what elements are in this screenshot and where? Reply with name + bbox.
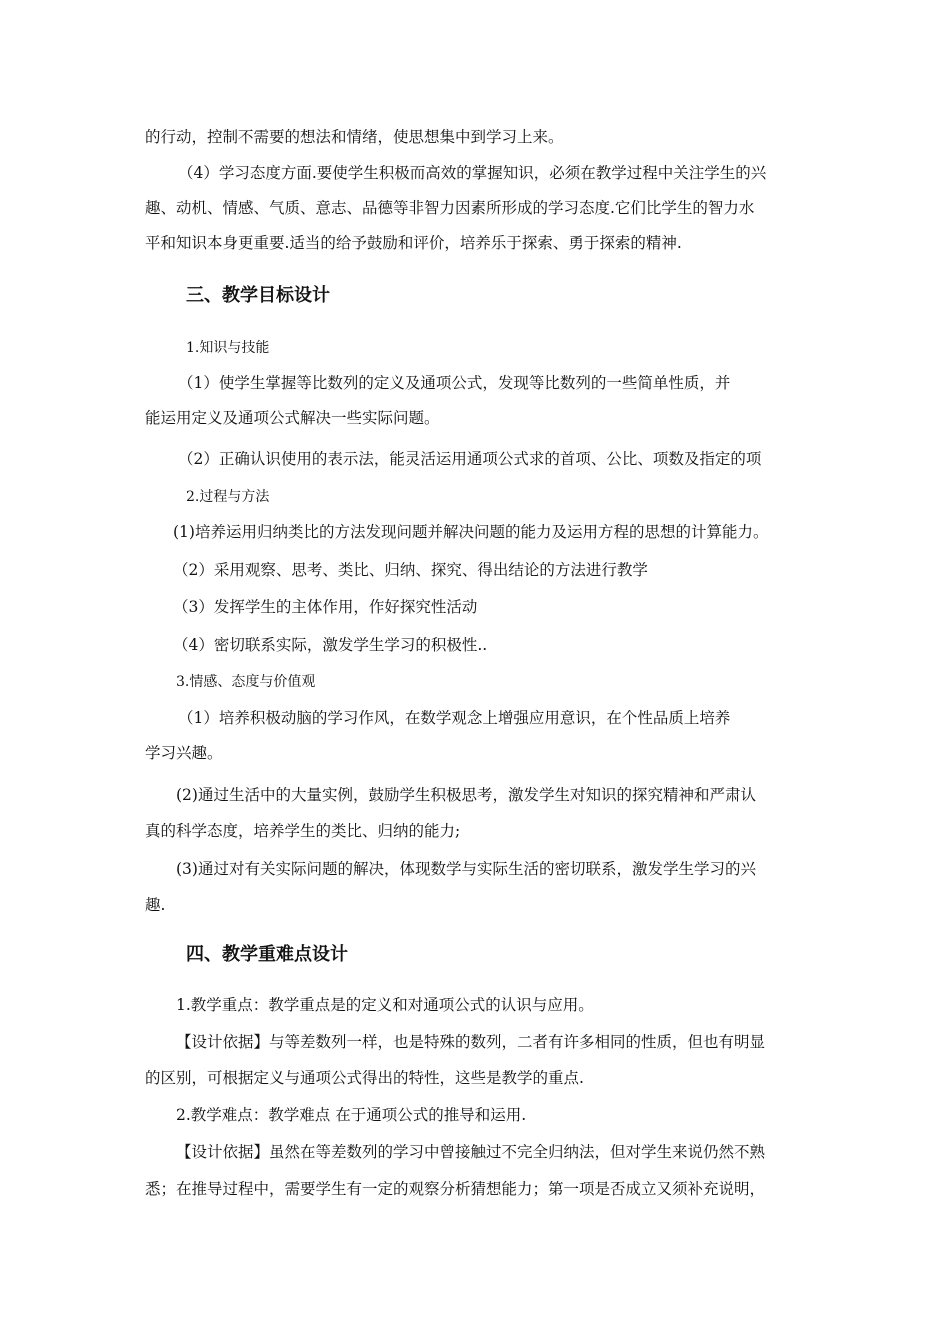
paragraph-line: 学习兴趣。 — [145, 744, 223, 762]
paragraph-line: （2）正确认识使用的表示法，能灵活运用通项公式求的首项、公比、项数及指定的项 — [178, 450, 762, 468]
paragraph-line: 【设计依据】虽然在等差数列的学习中曾接触过不完全归纳法，但对学生来说仍然不熟 — [176, 1143, 766, 1161]
paragraph-line: (3)通过对有关实际问题的解决，体现数学与实际生活的密切联系，激发学生学习的兴 — [176, 860, 756, 878]
section-heading: 四、教学重难点设计 — [186, 944, 348, 965]
paragraph-line: 2.教学难点：教学难点 在于通项公式的推导和运用. — [176, 1106, 527, 1124]
paragraph-line: （2）采用观察、思考、类比、归纳、探究、得出结论的方法进行教学 — [173, 561, 648, 579]
paragraph-line: 的区别，可根据定义与通项公式得出的特性，这些是教学的重点. — [145, 1069, 584, 1087]
paragraph-line: 能运用定义及通项公式解决一些实际问题。 — [145, 409, 440, 427]
section-heading: 三、教学目标设计 — [186, 285, 330, 306]
subsection-heading: 3.情感、态度与价值观 — [176, 674, 316, 690]
paragraph-line: （4）学习态度方面.要使学生积极而高效的掌握知识，必须在教学过程中关注学生的兴 — [178, 164, 767, 182]
paragraph-line: (1)培养运用归纳类比的方法发现问题并解决问题的能力及运用方程的思想的计算能力。 — [173, 523, 769, 541]
paragraph-line: （1）培养积极动脑的学习作风，在数学观念上增强应用意识，在个性品质上培养 — [178, 709, 731, 727]
paragraph-line: 的行动，控制不需要的想法和情绪，使思想集中到学习上来。 — [145, 128, 564, 146]
paragraph-line: 趣. — [145, 896, 166, 914]
subsection-heading: 1.知识与技能 — [186, 340, 270, 356]
paragraph-line: 【设计依据】与等差数列一样，也是特殊的数列，二者有许多相同的性质，但也有明显 — [176, 1033, 766, 1051]
paragraph-line: （3）发挥学生的主体作用，作好探究性活动 — [173, 598, 478, 616]
paragraph-line: （1）使学生掌握等比数列的定义及通项公式，发现等比数列的一些简单性质，并 — [178, 374, 731, 392]
paragraph-line: (2)通过生活中的大量实例，鼓励学生积极思考，激发学生对知识的探究精神和严肃认 — [176, 786, 756, 804]
subsection-heading: 2.过程与方法 — [186, 489, 270, 505]
paragraph-line: 趣、动机、情感、气质、意志、品德等非智力因素所形成的学习态度.它们比学生的智力水 — [145, 199, 755, 217]
paragraph-line: 真的科学态度，培养学生的类比、归纳的能力; — [145, 822, 461, 840]
paragraph-line: 悉；在推导过程中，需要学生有一定的观察分析猜想能力；第一项是否成立又须补充说明， — [145, 1180, 766, 1198]
paragraph-line: 1.教学重点：教学重点是的定义和对通项公式的认识与应用。 — [176, 996, 594, 1014]
paragraph-line: 平和知识本身更重要.适当的给予鼓励和评价，培养乐于探索、勇于探索的精神. — [145, 234, 682, 252]
paragraph-line: （4）密切联系实际，激发学生学习的积极性.. — [173, 636, 488, 654]
